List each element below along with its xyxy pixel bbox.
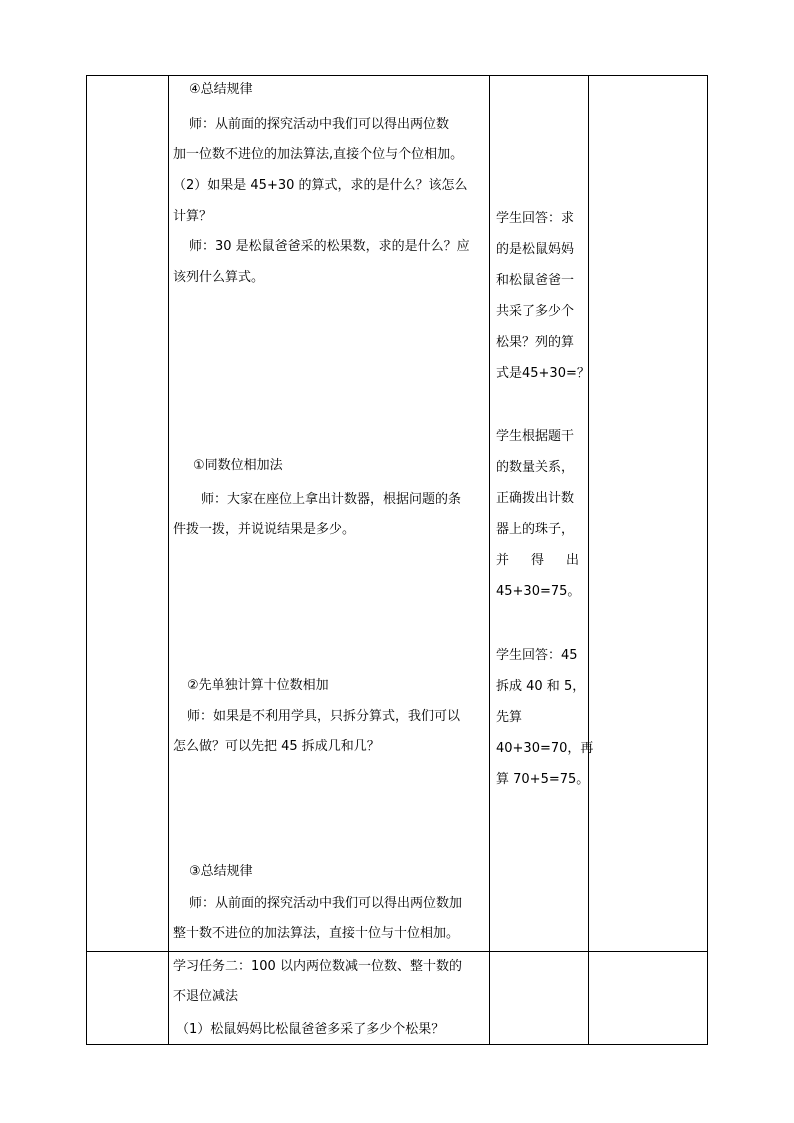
paragraph-line: 师：大家在座位上拿出计数器，根据问题的条 (201, 492, 462, 507)
task-question: （1）松鼠妈妈比松鼠爸爸多采了多少个松果？ (176, 1022, 445, 1037)
paragraph-line: 件拨一拨，并说说结果是多少。 (173, 522, 356, 537)
paragraph-line: 加一位数不进位的加法算法,直接个位与个位相加。 (173, 147, 464, 162)
table-row-divider (86, 951, 708, 952)
student-line: 40+30=70，再 (496, 741, 594, 756)
table-left-border (86, 75, 87, 1045)
student-line: 拆成 40 和 5， (496, 679, 586, 694)
section-heading: ④总结规律 (189, 82, 253, 97)
student-line: 并 (496, 553, 510, 568)
task-heading: 学习任务二：100 以内两位数减一位数、整十数的 (173, 959, 462, 974)
student-line: 和松鼠爸爸一 (496, 273, 575, 288)
student-line: 学生回答：45 (496, 648, 578, 663)
student-line: 45+30=75。 (496, 584, 581, 599)
paragraph-line: 怎么做？可以先把 45 拆成几和几？ (173, 739, 380, 754)
student-line: 松果？列的算 (496, 335, 575, 350)
table-right-border (707, 75, 708, 1045)
student-line: 的数量关系， (496, 460, 575, 475)
paragraph-line: 师：从前面的探究活动中我们可以得出两位数 (189, 117, 450, 132)
table-bottom-border (86, 1044, 708, 1045)
student-line: 先算 (496, 710, 523, 725)
student-line: 学生根据题干 (496, 429, 575, 444)
table-col-divider-3 (588, 75, 589, 1045)
table-col-divider-1 (168, 75, 169, 1045)
paragraph-line: 师：从前面的探究活动中我们可以得出两位数加 (189, 896, 463, 911)
student-line: 正确拨出计数 (496, 491, 575, 506)
paragraph-line: 计算？ (173, 209, 213, 224)
student-line: 共采了多少个 (496, 304, 575, 319)
student-line: 的是松鼠妈妈 (496, 242, 575, 257)
section-heading: ②先单独计算十位数相加 (187, 678, 329, 693)
student-line: 器上的珠子， (496, 522, 575, 537)
paragraph-line: 整十数不进位的加法算法，直接十位与十位相加。 (173, 926, 460, 941)
section-heading: ③总结规律 (189, 864, 253, 879)
paragraph-line: （2）如果是 45+30 的算式，求的是什么？该怎么 (173, 178, 468, 193)
section-heading: ①同数位相加法 (193, 458, 283, 473)
paragraph-line: 师：30 是松鼠爸爸采的松果数，求的是什么？应 (189, 239, 470, 254)
student-line: 得 (531, 553, 545, 568)
student-line: 式是45+30=？ (496, 366, 590, 381)
paragraph-line: 该列什么算式。 (173, 270, 265, 285)
student-line: 算 70+5=75。 (496, 772, 590, 787)
student-line: 出 (566, 553, 580, 568)
table-top-border (86, 75, 708, 76)
student-line: 学生回答：求 (496, 211, 575, 226)
paragraph-line: 师：如果是不利用学具，只拆分算式，我们可以 (187, 709, 461, 724)
table-col-divider-2 (489, 75, 490, 1045)
task-heading-cont: 不退位减法 (173, 989, 239, 1004)
